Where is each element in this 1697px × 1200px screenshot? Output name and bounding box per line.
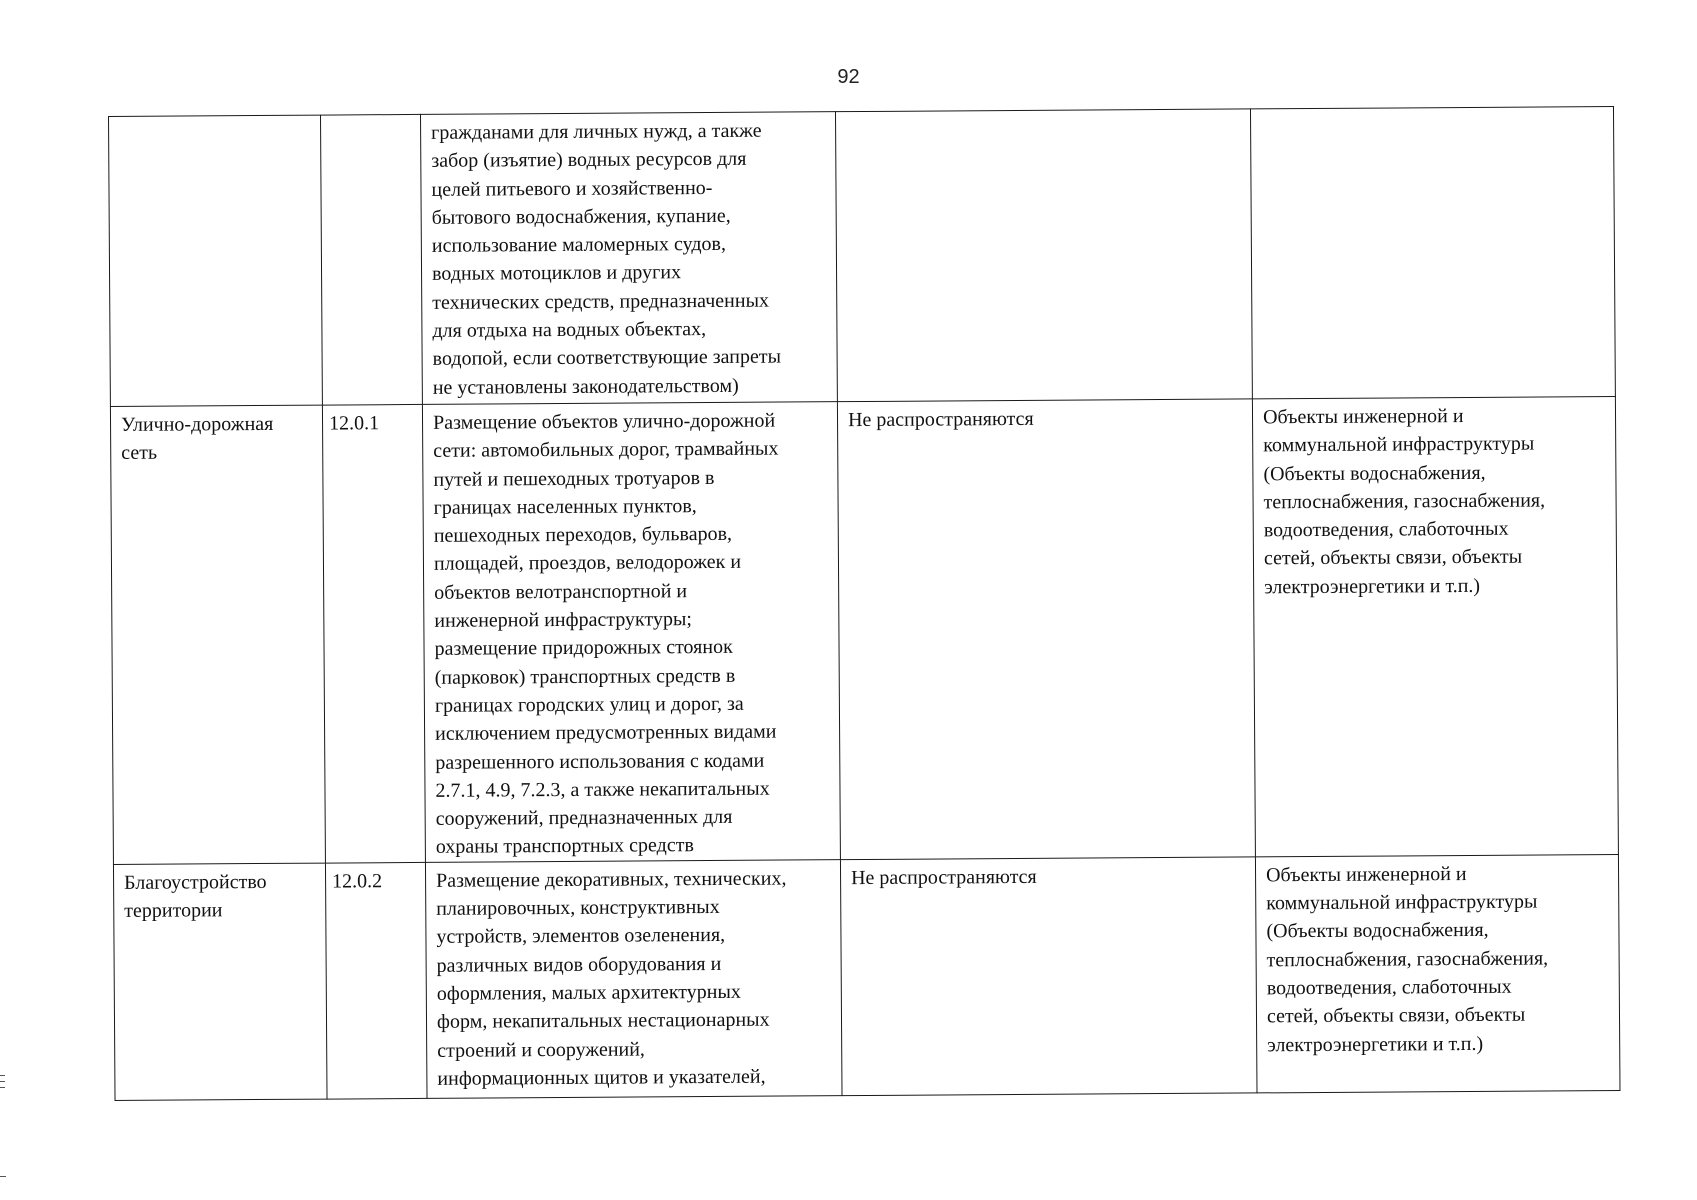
land-use-table — [108, 106, 1620, 1101]
use-description: Размещение декоративных, технических, планировочных, конструктивных устройств, элементов озеленения, различных видов оборудования и оформления, малых архитектурных форм, некапитальных нестационарных строений и сооружений, информационных щитов и указателей, — [436, 867, 787, 1090]
use-description-cell — [420, 112, 837, 405]
conditions-cell — [1252, 397, 1618, 857]
use-type-name: Благоустройство территории — [124, 870, 267, 922]
use-description-cell — [425, 859, 842, 1098]
parameters-cell — [840, 857, 1257, 1096]
use-type-name-cell — [110, 405, 325, 864]
scan-mark — [0, 1075, 5, 1076]
page-number: 92 — [837, 66, 860, 88]
parameters-cell — [835, 109, 1252, 402]
table-row — [109, 107, 1616, 407]
parameters: Не распространяются — [847, 407, 1034, 432]
use-description-cell — [422, 402, 840, 862]
table-row — [113, 854, 1620, 1100]
conditions-cell — [1255, 854, 1620, 1092]
scan-mark — [0, 1081, 5, 1082]
parameters — [846, 113, 1240, 116]
conditions: Объекты инженерной и коммунальной инфраструктуры (Объекты водоснабжения, теплоснабжения, газоснабжения, водоотведения, слаботочных сетей, объекты связи, объекты электроэнергетики и т.п.) — [1265, 862, 1549, 1056]
scan-margin-marks — [0, 1075, 6, 1093]
use-type-code: 12.0.1 — [328, 412, 380, 435]
use-type-name: Улично-дорожная сеть — [120, 412, 274, 465]
use-type-code-cell — [325, 862, 427, 1099]
use-type-code: 12.0.2 — [332, 869, 383, 893]
parameters: Не распространяются — [850, 865, 1037, 889]
use-type-name-cell — [109, 115, 323, 406]
table-row — [110, 397, 1618, 865]
use-description: Размещение объектов улично-дорожной сети: автомобильных дорог, трамвайных путей и пешеходных тротуаров в границах населенных пунктов, пешеходных переходов, бульваров, площадей, проездов, велодорожек и объектов велотранспортной и инженерной инфраструктуры; размещение придорожных стоянок (парковок) транспортных средств в границах городских улиц и дорог, за исключением предусмотренных видами разрешенного использования с кодами 2.7.1, 4.9, 7.2.3, а также некапитальных сооружений, предназначенных для охраны транспортных средств — [432, 409, 779, 859]
use-description: гражданами для личных нужд, а также забор (изъятие) водных ресурсов для целей питьевого и хозяйственно- бытового водоснабжения, купание, использование маломерных судов, водных мотоциклов и других технических средств, предназначенных для отдыха на водных объектах, водопой, если соответствующие запреты не установлены законодательством) — [431, 119, 782, 399]
parameters-cell — [837, 399, 1255, 859]
use-type-code — [327, 119, 410, 120]
use-type-name — [119, 120, 310, 121]
conditions — [1261, 111, 1603, 113]
scan-mark — [0, 1176, 6, 1177]
document-sheet — [108, 106, 1619, 1101]
use-type-code-cell — [322, 404, 425, 862]
scan-mark — [0, 1087, 5, 1088]
use-type-code-cell — [320, 114, 422, 405]
use-type-name-cell — [113, 863, 327, 1100]
conditions-cell — [1250, 107, 1615, 399]
conditions: Объекты инженерной и коммунальной инфраструктуры (Объекты водоснабжения, теплоснабжения, газоснабжения, водоотведения, слаботочных сетей, объекты связи, объекты электроэнергетики и т.п.) — [1262, 405, 1546, 599]
